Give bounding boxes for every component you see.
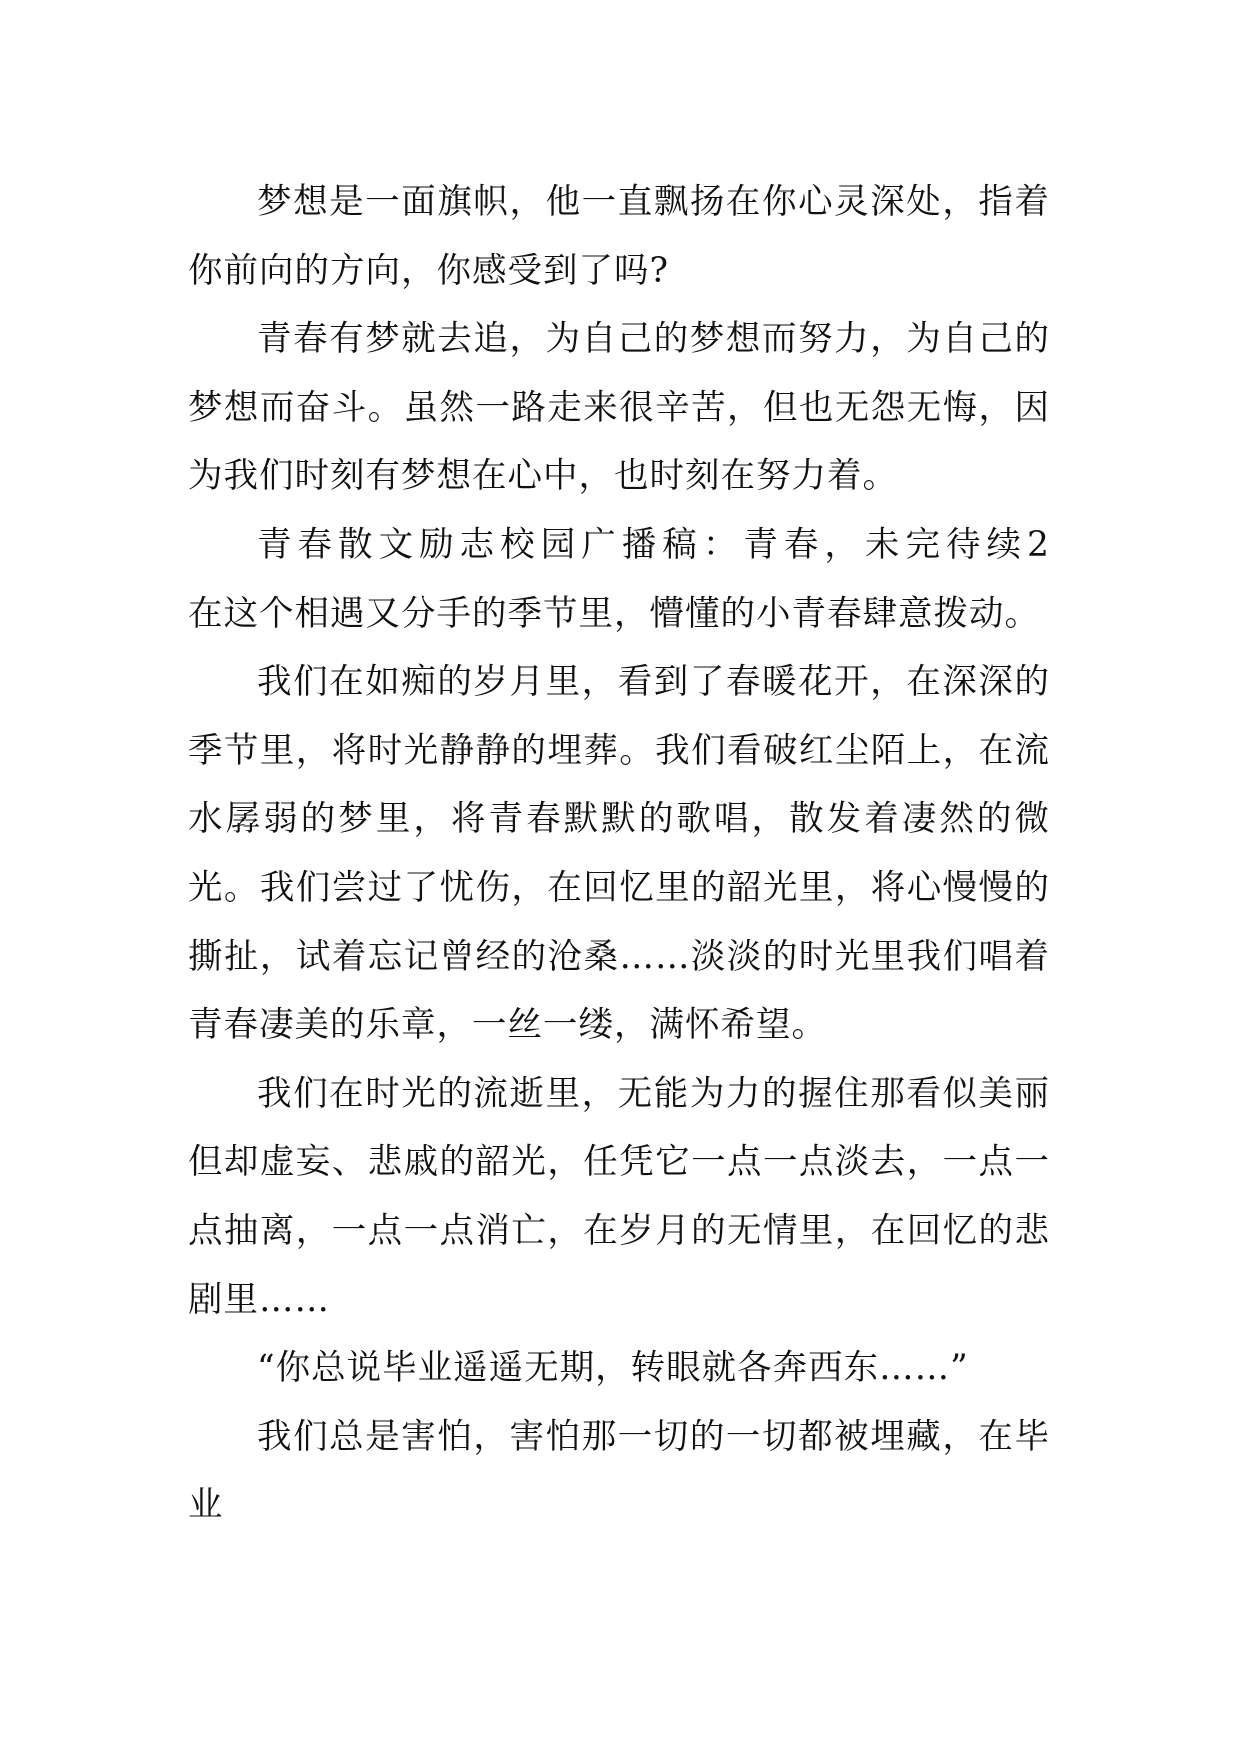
paragraph-time-passing: 我们在时光的流逝里，无能为力的握住那看似美丽但却虚妄、悲戚的韶光，任凭它一点一点淡去，一点一点抽离，一点一点消亡，在岁月的无情里，在回忆的悲剧里…… [188,1073,1050,1320]
paragraph-dream-flag: 梦想是一面旗帜，他一直飘扬在你心灵深处，指着你前向的方向，你感受到了吗? [188,182,1050,291]
paragraph-chase-dream: 青春有梦就去追，为自己的梦想而努力，为自己的梦想而奋斗。虽然一路走来很辛苦，但也无怨无悔，因为我们时刻有梦想在心中，也时刻在努力着。 [188,319,1050,497]
paragraph-fear: 我们总是害怕，害怕那一切的一切都被埋藏，在毕业 [188,1416,1050,1526]
paragraph-quote: “你总说毕业遥遥无期，转眼就各奔西东……” [257,1348,969,1389]
body-text [188,168,1121,1540]
paragraph-broadcast-title: 青春散文励志校园广播稿：青春，未完待续2 在这个相遇又分手的季节里，懵懂的小青春肆意拨动。 [188,524,1121,634]
paragraph-years: 我们在如痴的岁月里，看到了春暖花开，在深深的季节里，将时光静静的埋葬。我们看破红尘陌上，在流水孱弱的梦里，将青春默默的歌唱，散发着凄然的微光。我们尝过了忧伤，在回忆里的韶光里，将心慢慢的撕扯，试着忘记曾经的沧桑……淡淡的时光里我们唱着青春凄美的乐章，一丝一缕，满怀希望。 [188,662,1050,1046]
